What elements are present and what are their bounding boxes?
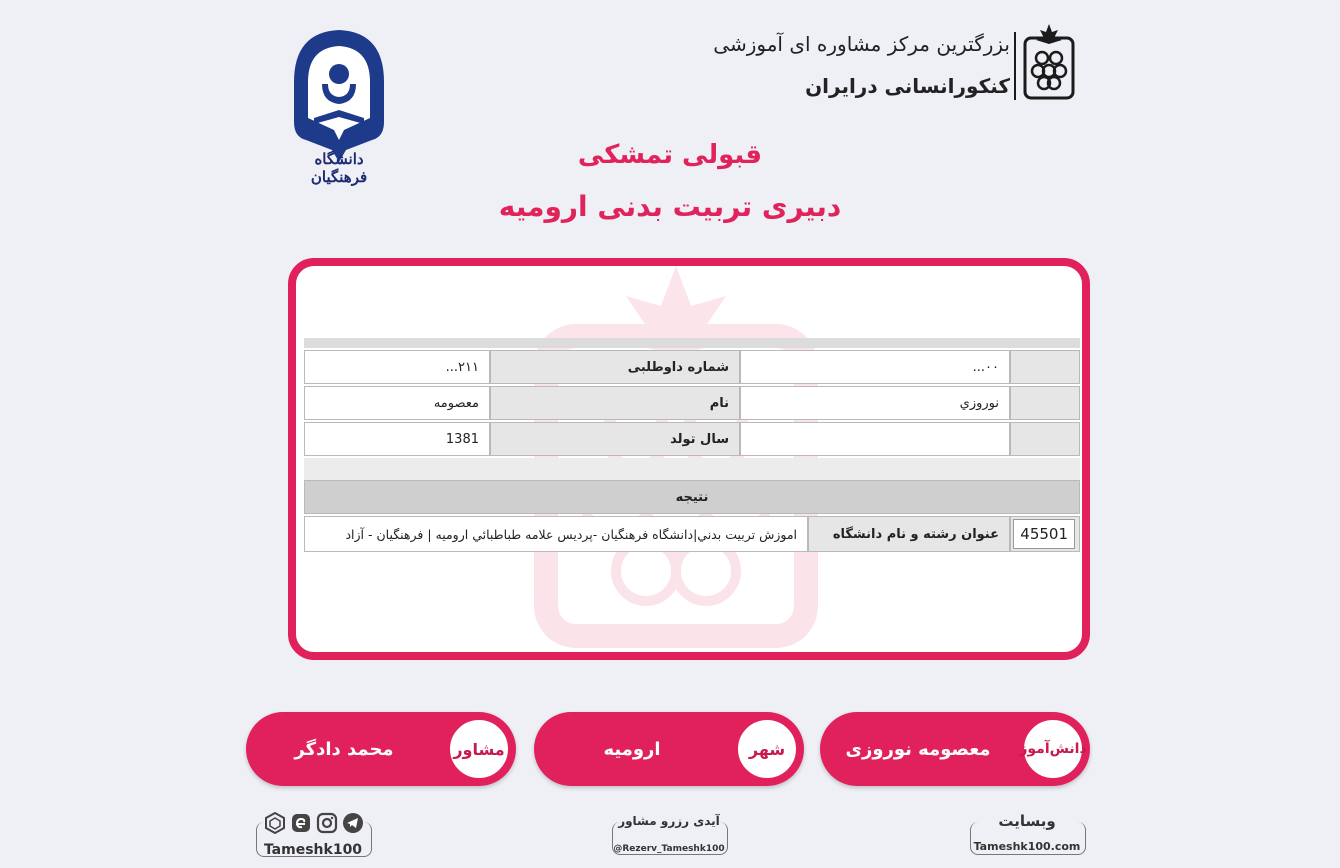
city-pill: [534, 712, 804, 786]
advisor-pill: [246, 712, 516, 786]
row1-side-cell: [1010, 350, 1080, 384]
row3-side-cell: [1010, 422, 1080, 456]
raspberry-logo-icon: [1022, 20, 1076, 102]
brand-divider: [1014, 32, 1016, 100]
student-name: معصومه نوروزی: [845, 738, 991, 760]
telegram-icon[interactable]: [342, 812, 364, 834]
brand-tagline: بزرگترین مرکز مشاوره ای آموزشی: [713, 32, 1010, 56]
student-pill: [820, 712, 1090, 786]
table-header-strip: [304, 338, 1080, 348]
first-name-value: معصومه: [304, 386, 490, 420]
birth-year-label: سال تولد: [490, 422, 740, 456]
rubika-icon[interactable]: [264, 812, 286, 834]
last-name-value: نوروزي: [740, 386, 1010, 420]
row3-extra-value: [740, 422, 1010, 456]
website-title: وبسایت: [998, 812, 1056, 830]
social-handle[interactable]: Tameshk100: [263, 842, 363, 858]
row2-side-cell: [1010, 386, 1080, 420]
field-university-value: اموزش تربيت بدني|دانشگاه فرهنگيان -پرديس علامه طباطبائي اروميه | فرهنگيان - آزاد: [304, 516, 808, 552]
advisor-name: محمد دادگر: [294, 738, 394, 760]
advisor-badge: مشاور: [446, 716, 512, 782]
eitaa-icon[interactable]: [290, 812, 312, 834]
instagram-icon[interactable]: [316, 812, 338, 834]
reserve-id[interactable]: @Rezerv_Tameshk100: [613, 844, 725, 854]
university-caption: دانشگاه فرهنگیان: [310, 150, 368, 186]
table-spacer-strip: [304, 458, 1080, 480]
field-code-value: 45501: [1013, 519, 1075, 549]
field-code-cell: [1010, 516, 1080, 552]
website-url[interactable]: Tameshk100.com: [973, 840, 1081, 853]
brand-name: کنکورانسانی درایران: [805, 74, 1010, 98]
page-subtitle: دبیری تربیت بدنی ارومیه: [498, 190, 842, 223]
result-heading: نتیجه: [304, 480, 1080, 514]
field-university-label: عنوان رشته و نام دانشگاه: [808, 516, 1010, 552]
birth-year-value: 1381: [304, 422, 490, 456]
page-title: قبولی تمشکی: [577, 140, 763, 170]
student-badge: دانش‌آموز: [1020, 716, 1086, 782]
city-badge: شهر: [734, 716, 800, 782]
row1-extra-value: ۰۰...: [740, 350, 1010, 384]
applicant-number-label: شماره داوطلبی: [490, 350, 740, 384]
city-name: ارومیه: [603, 738, 661, 760]
reserve-title: آیدی رزرو مشاور: [618, 814, 720, 828]
first-name-label: نام: [490, 386, 740, 420]
result-card: [288, 258, 1090, 660]
applicant-number-value: ۲۱۱...: [304, 350, 490, 384]
